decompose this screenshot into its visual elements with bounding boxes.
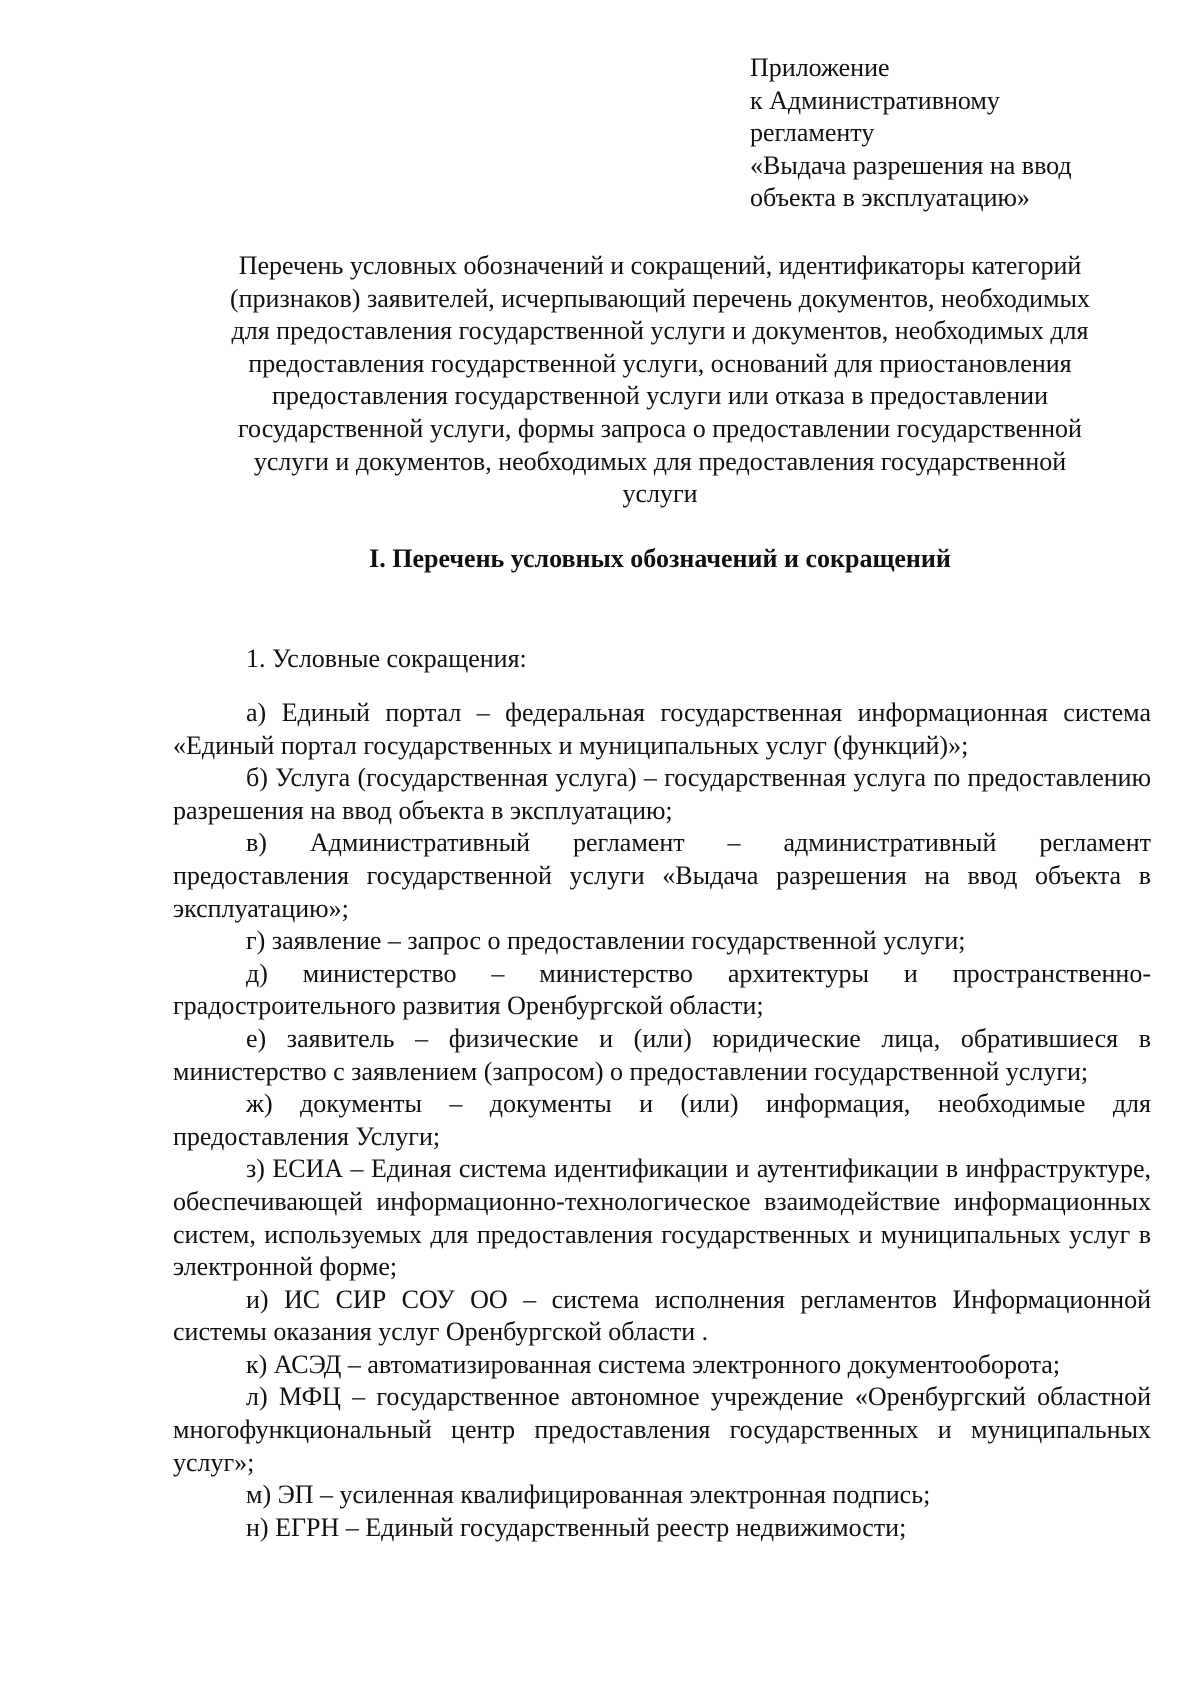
- title-line: для предоставления государственной услуги и документов, необходимых для: [231, 316, 1089, 346]
- definition-item: и) ИС СИР СОУ ОО – система исполнения регламентов Информационной системы оказания услуг Оренбургской области .: [173, 1284, 1151, 1347]
- definition-item: з) ЕСИА – Единая система идентификации и аутентификации в инфраструктуре, обеспечивающей информационно-технологическое взаимодействие информационных систем, используемых для предоставления государственных и муниципальных услуг в электронной форме;: [173, 1154, 1151, 1282]
- definition-item: в) Административный регламент – административный регламент предоставления государственной услуги «Выдача разрешения на ввод объекта в эксплуатацию»;: [173, 828, 1151, 923]
- abbreviations-heading: 1. Условные сокращения:: [246, 644, 527, 673]
- section-heading: I. Перечень условных обозначений и сокращений: [369, 544, 951, 573]
- definition-item: б) Услуга (государственная услуга) – государственная услуга по предоставлению разрешения на ввод объекта в эксплуатацию;: [173, 763, 1151, 825]
- definition-item: е) заявитель – физические и (или) юридические лица, обратившиеся в министерство с заявлением (запросом) о предоставлении государственной услуги;: [173, 1023, 1151, 1086]
- annex-line: объекта в эксплуатацию»: [750, 183, 1030, 213]
- annex-line: к Административному: [750, 85, 1000, 115]
- title-line: услуги: [622, 479, 698, 509]
- definition-item: ж) документы – документы и (или) информация, необходимые для предоставления Услуги;: [173, 1089, 1151, 1151]
- annex-line: Приложение: [750, 53, 890, 82]
- definition-item: г) заявление – запрос о предоставлении государственной услуги;: [246, 926, 966, 956]
- definition-item: к) АСЭД – автоматизированная система электронного документооборота;: [246, 1349, 1061, 1379]
- title-line: услуги и документов, необходимых для предоставления государственной: [253, 446, 1067, 476]
- definition-item: д) министерство – министерство архитектуры и пространственно-градостроительного развития Оренбургской области;: [173, 958, 1151, 1021]
- definition-item: н) ЕГРН – Единый государственный реестр недвижимости;: [246, 1512, 907, 1542]
- title-line: государственной услуги, формы запроса о предоставлении государственной: [238, 413, 1082, 443]
- annex-line: регламенту: [750, 118, 875, 148]
- title-line: предоставления государственной услуги, оснований для приостановления: [248, 348, 1072, 378]
- title-line: предоставления государственной услуги или отказа в предоставлении: [271, 381, 1048, 411]
- title-line: (признаков) заявителей, исчерпывающий перечень документов, необходимых: [229, 283, 1091, 313]
- document-title: [160, 250, 1160, 511]
- annex-block: [750, 52, 1170, 215]
- definition-item: м) ЭП – усиленная квалифицированная электронная подпись;: [246, 1480, 931, 1510]
- title-line: Перечень условных обозначений и сокращений, идентификаторы категорий: [238, 251, 1082, 280]
- annex-line: «Выдача разрешения на ввод: [750, 150, 1072, 180]
- definition-item: л) МФЦ – государственное автономное учреждение «Оренбургский областной многофункциональный центр предоставления государственных и муниципальных услуг»;: [173, 1382, 1151, 1477]
- abbreviations-list: [173, 697, 1151, 1544]
- definition-item: а) Единый портал – федеральная государственная информационная система «Единый портал государственных и муниципальных услуг (функций)»;: [173, 698, 1151, 760]
